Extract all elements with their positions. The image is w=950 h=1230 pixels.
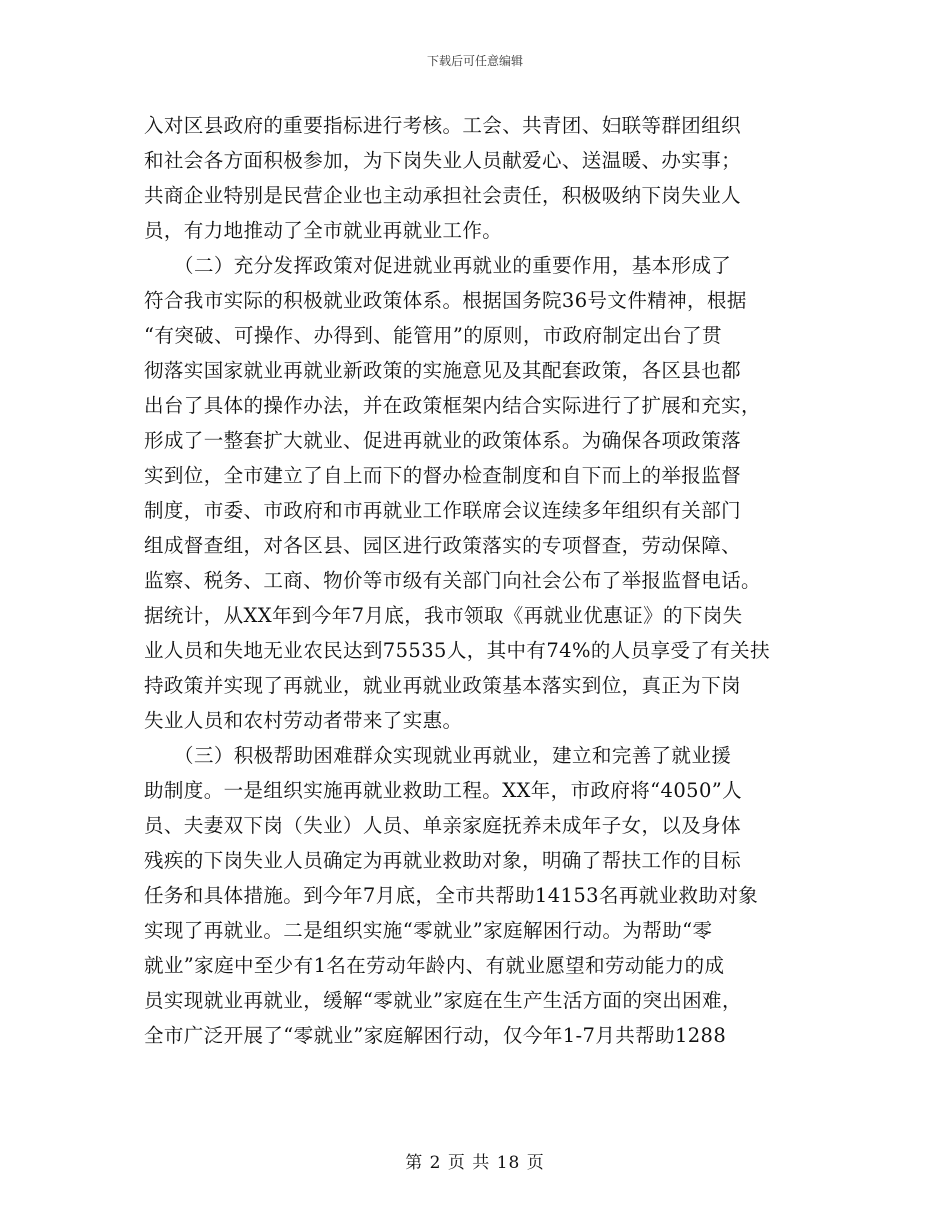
- page-footer: 第 2 页 共 18 页: [405, 1153, 545, 1173]
- body-line: 形成了一整套扩大就业、促进再就业的政策体系。为确保各项政策落: [144, 429, 742, 452]
- body-line: （二）充分发挥政策对促进就业再就业的重要作用，基本形成了: [144, 254, 732, 277]
- page-header: 下载后可任意编辑: [426, 54, 523, 68]
- body-line: 组成督查组，对各区县、园区进行政策落实的专项督查，劳动保障、: [144, 534, 742, 557]
- body-line: 彻落实国家就业再就业新政策的实施意见及其配套政策，各区县也都: [144, 359, 742, 382]
- body-line: 员，有力地推动了全市就业再就业工作。: [144, 219, 503, 242]
- body-line: 实到位，全市建立了自上而下的督办检查制度和自下而上的举报监督: [144, 464, 742, 487]
- body-line: 符合我市实际的积极就业政策体系。根据国务院36号文件精神，根据: [144, 289, 747, 312]
- body-line: 监察、税务、工商、物价等市级有关部门向社会公布了举报监督电话。: [144, 569, 761, 592]
- body-line: 业人员和失地无业农民达到75535人，其中有74%的人员享受了有关扶: [144, 639, 770, 662]
- body-line: 实现了再就业。二是组织实施“零就业”家庭解困行动。为帮助“零: [144, 919, 713, 942]
- body-line: 据统计，从XX年到今年7月底，我市领取《再就业优惠证》的下岗失: [144, 604, 743, 627]
- body-line: 任务和具体措施。到今年7月底，全市共帮助14153名再就业救助对象: [144, 884, 759, 907]
- body-line: 持政策并实现了再就业，就业再就业政策基本落实到位，真正为下岗: [144, 674, 742, 697]
- body-line: 入对区县政府的重要指标进行考核。工会、共青团、妇联等群团组织: [144, 114, 742, 137]
- body-line: （三）积极帮助困难群众实现就业再就业，建立和完善了就业援: [144, 744, 732, 767]
- body-line: 制度，市委、市政府和市再就业工作联席会议连续多年组织有关部门: [144, 499, 742, 522]
- body-line: 助制度。一是组织实施再就业救助工程。XX年，市政府将“4050”人: [144, 779, 743, 802]
- body-line: 出台了具体的操作办法，并在政策框架内结合实际进行了扩展和充实，: [144, 394, 761, 417]
- body-line: 和社会各方面积极参加，为下岗失业人员献爱心、送温暖、办实事；: [144, 149, 742, 172]
- body-line: 失业人员和农村劳动者带来了实惠。: [144, 709, 463, 732]
- body-line: 残疾的下岗失业人员确定为再就业救助对象，明确了帮扶工作的目标: [144, 849, 742, 872]
- body-line: 共商企业特别是民营企业也主动承担社会责任，积极吸纳下岗失业人: [144, 184, 742, 207]
- body-line: 就业”家庭中至少有1名在劳动年龄内、有就业愿望和劳动能力的成: [144, 954, 725, 977]
- body-line: 员、夫妻双下岗（失业）人员、单亲家庭抚养未成年子女，以及身体: [144, 814, 742, 837]
- body-line: 全市广泛开展了“零就业”家庭解困行动，仅今年1-7月共帮助1288: [144, 1024, 727, 1047]
- body-line: 员实现就业再就业，缓解“零就业”家庭在生产生活方面的突出困难，: [144, 989, 742, 1012]
- body-line: “有突破、可操作、办得到、能管用”的原则，市政府制定出台了贯: [144, 324, 722, 347]
- document-body: [144, 108, 806, 1053]
